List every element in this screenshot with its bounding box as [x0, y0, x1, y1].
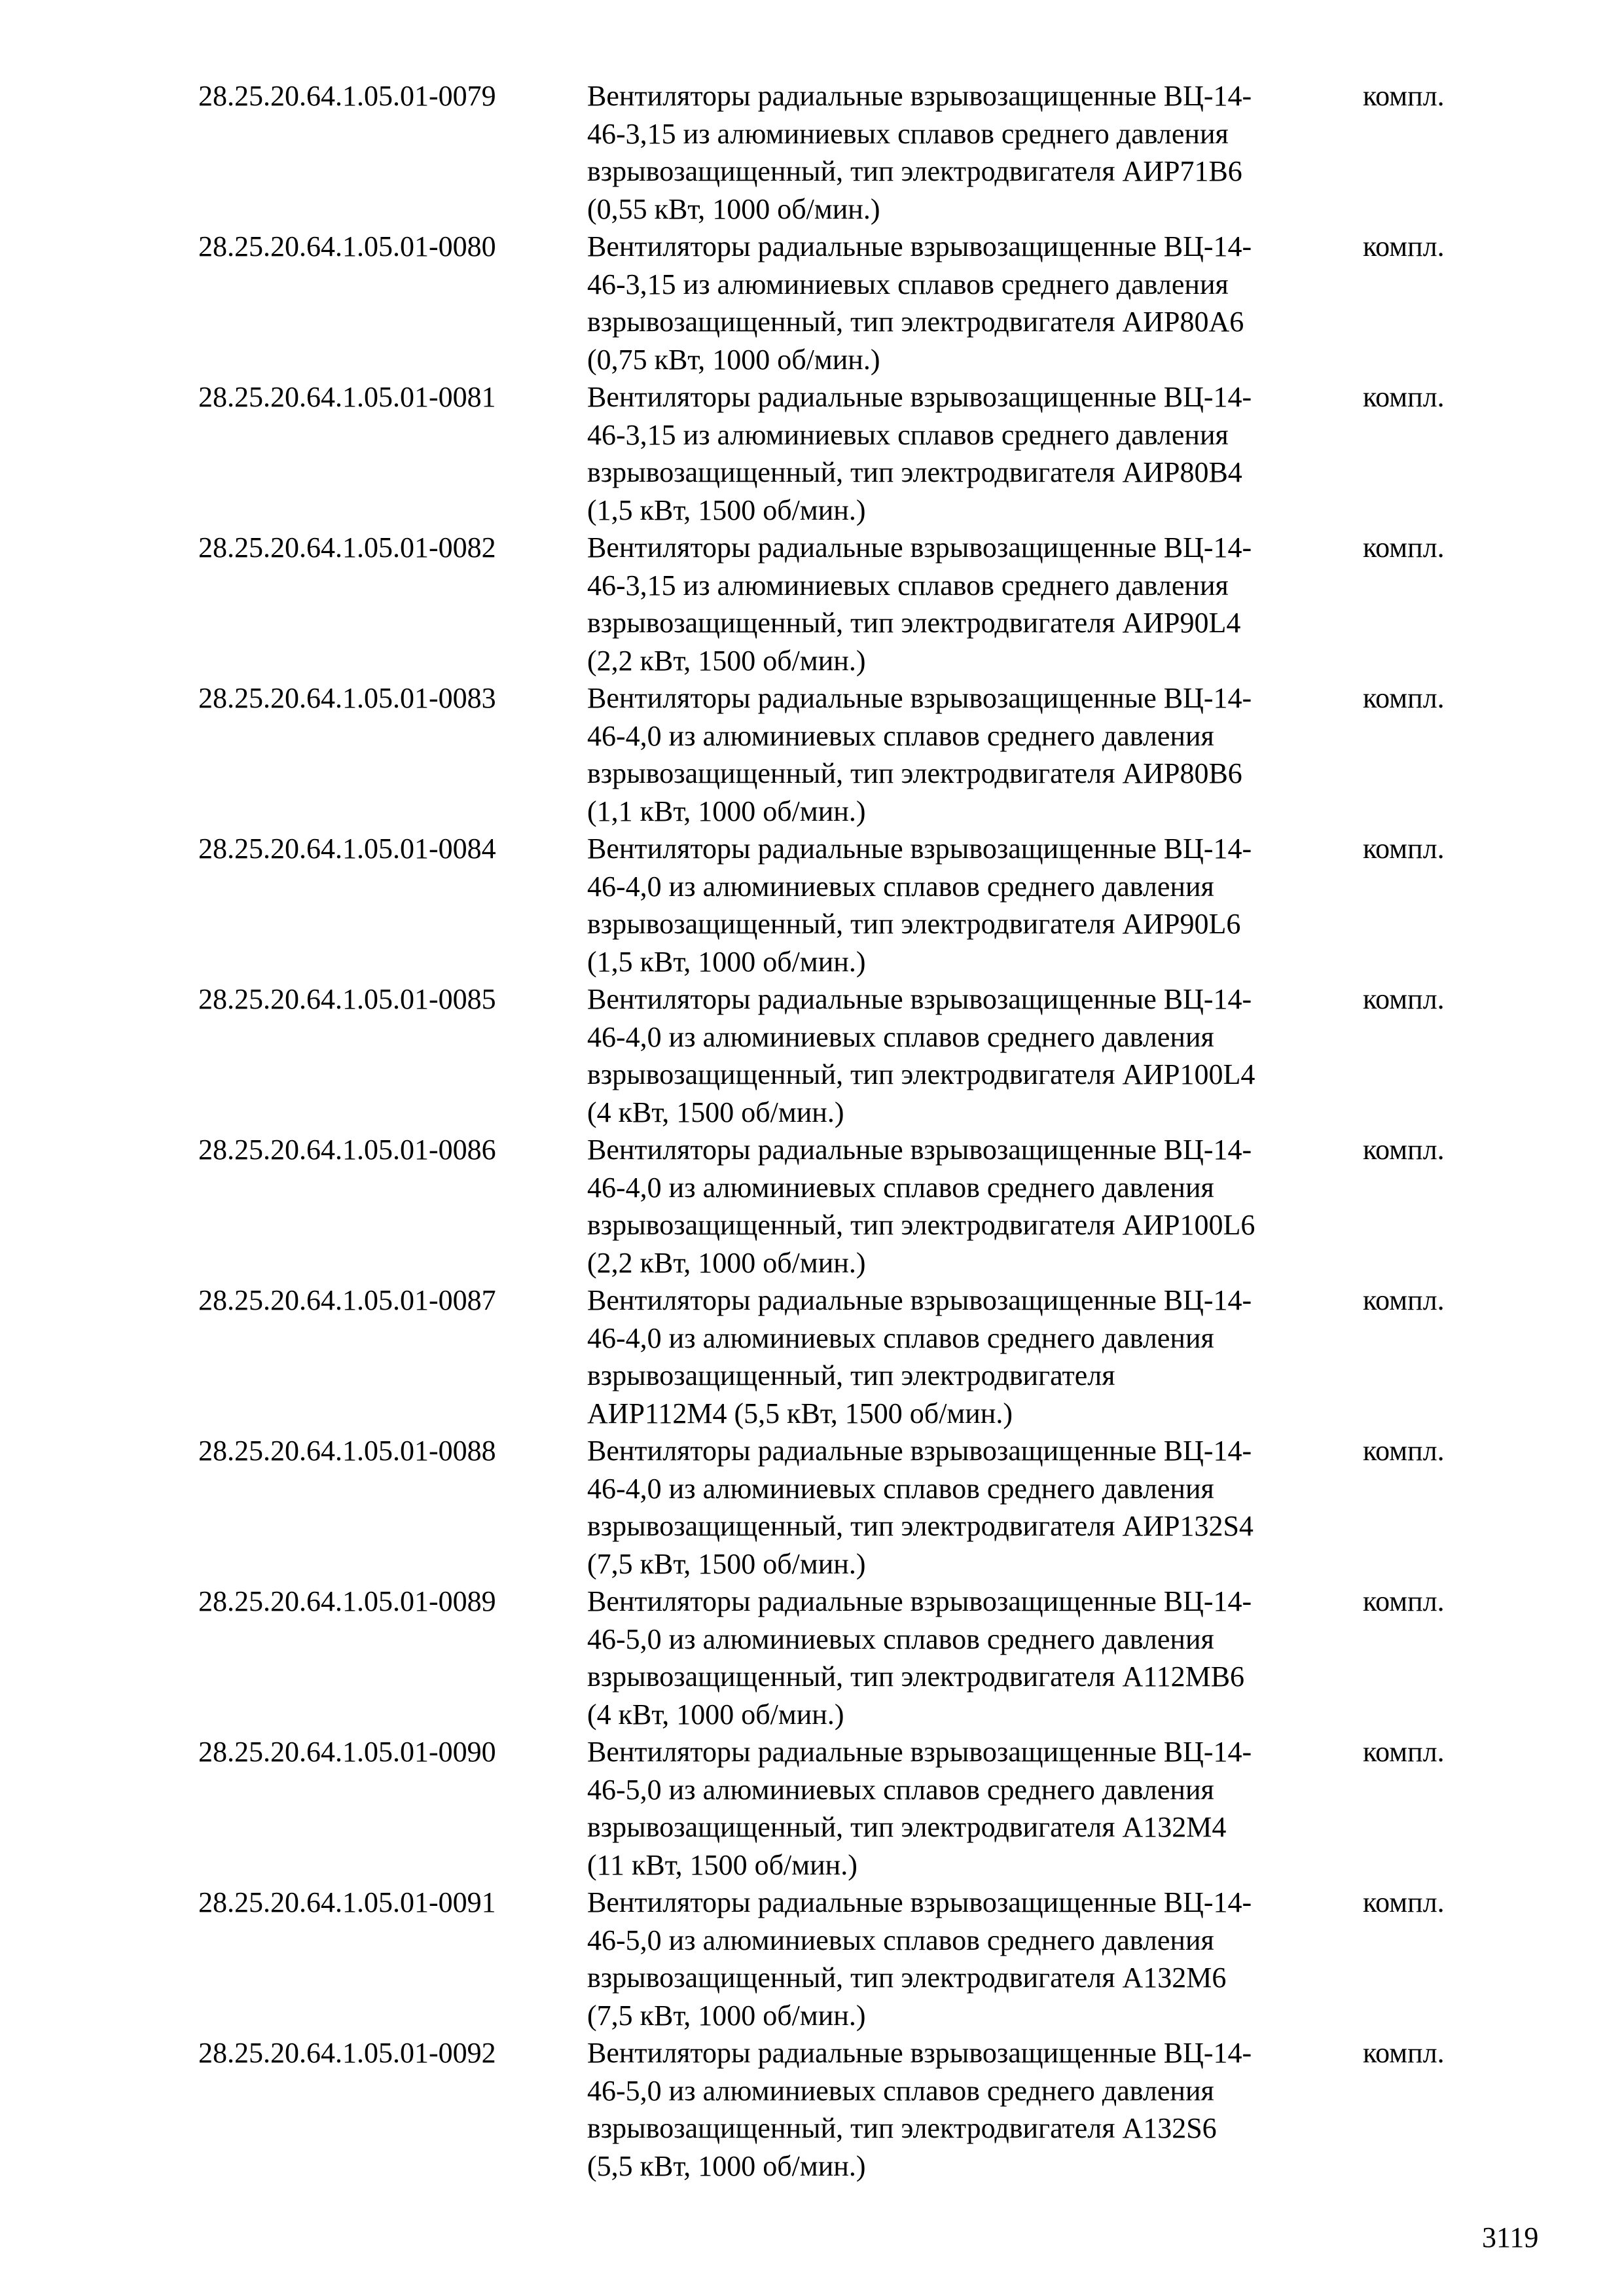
table-row: [0, 2034, 1624, 2185]
table-row: [0, 1432, 1624, 1583]
catalog-table: [0, 77, 1624, 2185]
item-description: [587, 830, 1366, 980]
item-code: 28.25.20.64.1.05.01-0091: [198, 1886, 496, 1918]
description-line: Вентиляторы радиальные взрывозащищенные ВЦ-14-: [587, 833, 1252, 865]
item-unit: компл.: [1363, 833, 1445, 865]
description-line: 46-3,15 из алюминиевых сплавов среднего давления: [587, 418, 1229, 451]
item-description: [587, 980, 1366, 1131]
description-line: взрывозащищенный, тип электродвигателя А132М4: [587, 1811, 1227, 1843]
table-row: [0, 1884, 1624, 2034]
description-line: Вентиляторы радиальные взрывозащищенные ВЦ-14-: [587, 1134, 1252, 1166]
item-code: 28.25.20.64.1.05.01-0089: [198, 1585, 496, 1617]
description-line: взрывозащищенный, тип электродвигателя АИР90L6: [587, 908, 1241, 940]
item-description: [587, 529, 1366, 679]
table-row: [0, 1733, 1624, 1884]
table-row: [0, 77, 1624, 228]
item-description: [587, 1131, 1366, 1282]
item-code: 28.25.20.64.1.05.01-0080: [198, 230, 496, 262]
description-line: (0,75 кВт, 1000 об/мин.): [587, 343, 880, 376]
table-row: [0, 1282, 1624, 1432]
item-description: [587, 1282, 1366, 1432]
item-unit: компл.: [1363, 80, 1445, 112]
item-description: [587, 1583, 1366, 1733]
item-description: [587, 679, 1366, 830]
description-line: (0,55 кВт, 1000 об/мин.): [587, 192, 880, 225]
description-line: (1,5 кВт, 1000 об/мин.): [587, 945, 866, 978]
description-line: (5,5 кВт, 1000 об/мин.): [587, 2149, 866, 2182]
description-line: взрывозащищенный, тип электродвигателя А112МВ6: [587, 1660, 1245, 1693]
item-description: [587, 1884, 1366, 2034]
description-line: (7,5 кВт, 1000 об/мин.): [587, 1999, 866, 2032]
description-line: 46-5,0 из алюминиевых сплавов среднего давления: [587, 2074, 1214, 2107]
item-code: 28.25.20.64.1.05.01-0079: [198, 80, 496, 112]
description-line: Вентиляторы радиальные взрывозащищенные ВЦ-14-: [587, 1736, 1252, 1768]
item-unit: компл.: [1363, 1134, 1445, 1166]
description-line: 46-5,0 из алюминиевых сплавов среднего давления: [587, 1623, 1214, 1655]
item-description: [587, 228, 1366, 378]
item-code: 28.25.20.64.1.05.01-0086: [198, 1134, 496, 1166]
description-line: Вентиляторы радиальные взрывозащищенные ВЦ-14-: [587, 983, 1252, 1015]
item-code: 28.25.20.64.1.05.01-0081: [198, 381, 496, 413]
page-number: 3119: [1482, 2221, 1539, 2253]
item-code: 28.25.20.64.1.05.01-0082: [198, 531, 496, 564]
description-line: 46-5,0 из алюминиевых сплавов среднего давления: [587, 1773, 1214, 1806]
description-line: Вентиляторы радиальные взрывозащищенные ВЦ-14-: [587, 1886, 1252, 1918]
item-unit: компл.: [1363, 230, 1445, 262]
description-line: (4 кВт, 1000 об/мин.): [587, 1698, 844, 1731]
item-code: 28.25.20.64.1.05.01-0090: [198, 1736, 496, 1768]
item-description: [587, 77, 1366, 228]
description-line: (7,5 кВт, 1500 об/мин.): [587, 1547, 866, 1580]
table-row: [0, 1131, 1624, 1282]
item-description: [587, 1432, 1366, 1583]
item-unit: компл.: [1363, 531, 1445, 564]
description-line: 46-4,0 из алюминиевых сплавов среднего давления: [587, 1171, 1214, 1204]
description-line: Вентиляторы радиальные взрывозащищенные ВЦ-14-: [587, 80, 1252, 112]
description-line: Вентиляторы радиальные взрывозащищенные ВЦ-14-: [587, 682, 1252, 714]
description-line: АИР112М4 (5,5 кВт, 1500 об/мин.): [587, 1397, 1013, 1429]
description-line: 46-3,15 из алюминиевых сплавов среднего давления: [587, 117, 1229, 150]
table-row: [0, 1583, 1624, 1733]
item-code: 28.25.20.64.1.05.01-0087: [198, 1284, 496, 1316]
item-unit: компл.: [1363, 1435, 1445, 1467]
item-code: 28.25.20.64.1.05.01-0092: [198, 2037, 496, 2069]
description-line: взрывозащищенный, тип электродвигателя АИР80А6: [587, 306, 1244, 338]
description-line: (1,5 кВт, 1500 об/мин.): [587, 493, 866, 526]
item-unit: компл.: [1363, 983, 1445, 1015]
description-line: взрывозащищенный, тип электродвигателя АИР90L4: [587, 607, 1241, 639]
description-line: (2,2 кВт, 1000 об/мин.): [587, 1246, 866, 1279]
description-line: 46-3,15 из алюминиевых сплавов среднего давления: [587, 268, 1229, 300]
item-description: [587, 2034, 1366, 2185]
item-unit: компл.: [1363, 1585, 1445, 1617]
description-line: Вентиляторы радиальные взрывозащищенные ВЦ-14-: [587, 381, 1252, 413]
description-line: взрывозащищенный, тип электродвигателя А132S6: [587, 2112, 1217, 2144]
description-line: (2,2 кВт, 1500 об/мин.): [587, 644, 866, 677]
description-line: Вентиляторы радиальные взрывозащищенные ВЦ-14-: [587, 1284, 1252, 1316]
description-line: взрывозащищенный, тип электродвигателя АИР80В4: [587, 456, 1242, 488]
item-unit: компл.: [1363, 682, 1445, 714]
item-code: 28.25.20.64.1.05.01-0083: [198, 682, 496, 714]
item-unit: компл.: [1363, 2037, 1445, 2069]
table-row: [0, 830, 1624, 980]
description-line: взрывозащищенный, тип электродвигателя АИР100L6: [587, 1209, 1255, 1241]
description-line: взрывозащищенный, тип электродвигателя АИР100L4: [587, 1058, 1255, 1090]
item-unit: компл.: [1363, 1886, 1445, 1918]
description-line: взрывозащищенный, тип электродвигателя АИР71В6: [587, 155, 1242, 187]
description-line: (1,1 кВт, 1000 об/мин.): [587, 795, 866, 827]
description-line: Вентиляторы радиальные взрывозащищенные ВЦ-14-: [587, 230, 1252, 262]
item-unit: компл.: [1363, 1284, 1445, 1316]
description-line: (4 кВт, 1500 об/мин.): [587, 1096, 844, 1128]
description-line: Вентиляторы радиальные взрывозащищенные ВЦ-14-: [587, 531, 1252, 564]
description-line: 46-4,0 из алюминиевых сплавов среднего давления: [587, 1472, 1214, 1505]
item-unit: компл.: [1363, 381, 1445, 413]
item-description: [587, 1733, 1366, 1884]
item-code: 28.25.20.64.1.05.01-0085: [198, 983, 496, 1015]
item-description: [587, 378, 1366, 529]
table-row: [0, 980, 1624, 1131]
description-line: Вентиляторы радиальные взрывозащищенные ВЦ-14-: [587, 2037, 1252, 2069]
description-line: 46-5,0 из алюминиевых сплавов среднего давления: [587, 1924, 1214, 1956]
item-unit: компл.: [1363, 1736, 1445, 1768]
description-line: Вентиляторы радиальные взрывозащищенные ВЦ-14-: [587, 1435, 1252, 1467]
description-line: взрывозащищенный, тип электродвигателя АИР80В6: [587, 757, 1242, 789]
description-line: взрывозащищенный, тип электродвигателя: [587, 1359, 1115, 1391]
table-row: [0, 529, 1624, 679]
description-line: взрывозащищенный, тип электродвигателя АИР132S4: [587, 1510, 1254, 1542]
description-line: 46-3,15 из алюминиевых сплавов среднего давления: [587, 569, 1229, 601]
table-row: [0, 679, 1624, 830]
description-line: взрывозащищенный, тип электродвигателя А132М6: [587, 1962, 1227, 1994]
table-row: [0, 378, 1624, 529]
description-line: Вентиляторы радиальные взрывозащищенные ВЦ-14-: [587, 1585, 1252, 1617]
description-line: 46-4,0 из алюминиевых сплавов среднего давления: [587, 719, 1214, 752]
table-row: [0, 228, 1624, 378]
description-line: 46-4,0 из алюминиевых сплавов среднего давления: [587, 1020, 1214, 1053]
description-line: (11 кВт, 1500 об/мин.): [587, 1848, 857, 1881]
item-code: 28.25.20.64.1.05.01-0088: [198, 1435, 496, 1467]
item-code: 28.25.20.64.1.05.01-0084: [198, 833, 496, 865]
description-line: 46-4,0 из алюминиевых сплавов среднего давления: [587, 870, 1214, 903]
description-line: 46-4,0 из алюминиевых сплавов среднего давления: [587, 1321, 1214, 1354]
